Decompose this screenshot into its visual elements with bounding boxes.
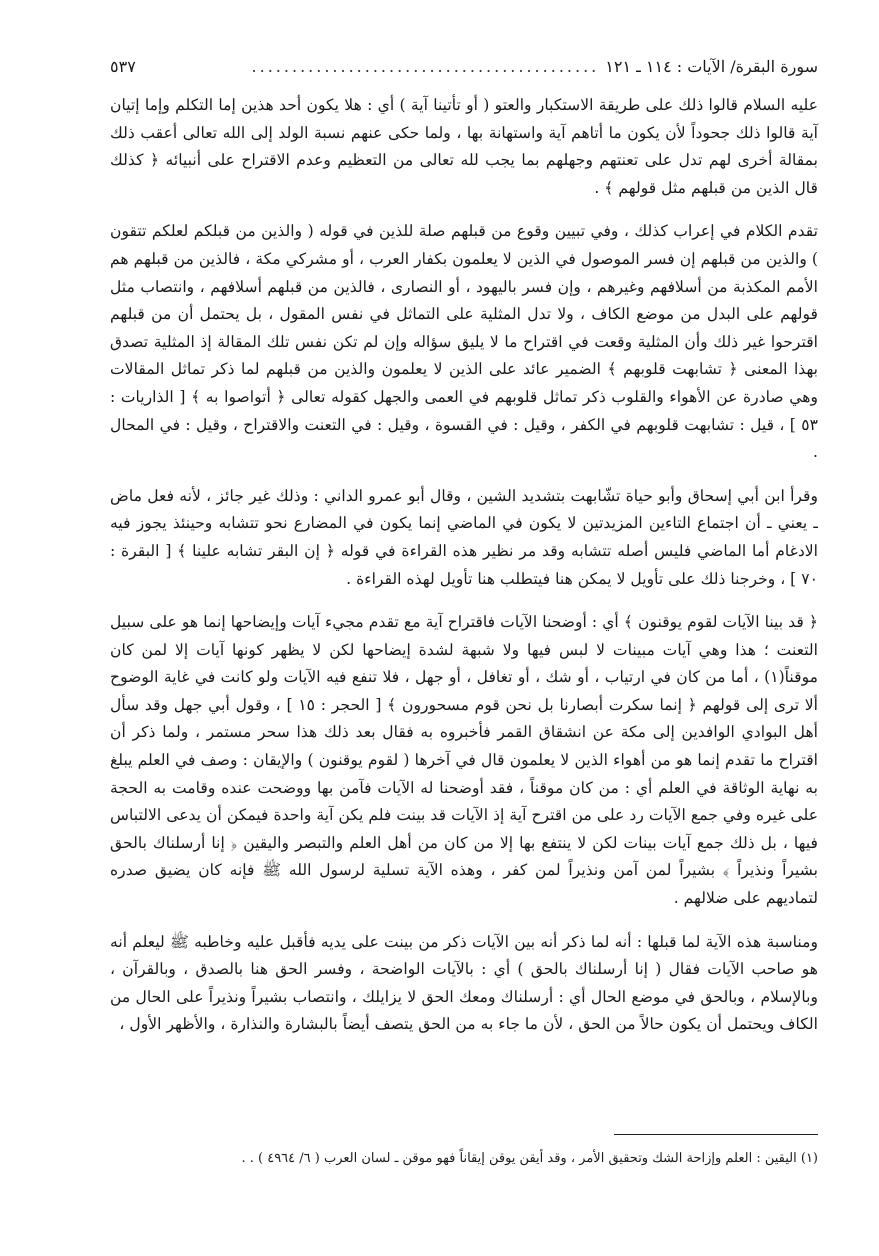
paragraph-3: وقرأ ابن أبي إسحاق وأبو حياة تشّابهت بتشديد الشين ، وقال أبو عمرو الداني : وذلك غير جائز ، لأنه فعل ماض ـ يعني ـ أن اجتماع التاءين المزيدتين لا يكون في الماضي إنما يكون في المضارع نحو تتشابه وحينئذ يجوز فيه الادغام أما الماضي فليس أصله تتشابه وقد مر نظير هذه القراءة في قوله ﴿ إن البقر تشابه علينا ﴾ [ البقرة : ٧٠ ] ، وخرجنا ذلك على تأويل لا يمكن هنا فيتطلب هنا تأويل لهذه القراءة .: [110, 486, 818, 588]
running-title: سورة البقرة/ الآيات : ١١٤ ـ ١٢١: [605, 57, 818, 76]
leader-dots: ...........................................: [251, 57, 600, 76]
footnote-divider: [614, 1134, 818, 1135]
footnote: (١) اليقين : العلم وإزاحة الشك وتحقيق الأمر ، وقد أيقن يوقن إيقاناً فهو موقن ـ لسان العرب ( ٦/ ٤٩٦٤ ) . .: [241, 1151, 818, 1166]
page-number: ٥٣٧: [110, 57, 136, 76]
paragraph-4: ﴿ قد بينا الآيات لقوم يوقنون ﴾ أي : أوضحنا الآيات فاقتراح آية مع تقدم مجيء آيات وإيضاحها إنما هو على سبيل التعنت ؛ هذا وهي آيات مبينات لا لبس فيها ولا شبهة لشدة إيضاحها لكن لا يظهر كونها آيات إلا لمن كان موقناً(١) ، أما من كان في ارتياب ، أو شك ، أو تغافل ، أو جهل ، فلا تنفع فيه الآيات ولو كانت في غاية الوضوح ألا ترى إلى قولهم ﴿ إنما سكرت أبصارنا بل نحن قوم مسحورون ﴾ [ الحجر : ١٥ ] ، وقول أبي جهل وقد سأل أهل البوادي الوافدين إلى مكة عن انشقاق القمر فأخبروه به فقال بعد ذلك هذا سحر مستمر ، ولما ذكر أن اقتراح ما تقدم إنما هو من أهواء الذين لا يعلمون قال في آخرها ( لقوم يوقنون ) والإيقان : وصف في العلم يبلغ به نهاية الوثاقة في العلم أي : من كان موقناً ، فقد أوضحنا له الآيات فآمن بها ووضحت عنده وقامت به الحجة على غيره وفي جمع الآيات رد على من اقترح آية إذ الآيات قد بينت فلم يكن آية واحدة فيمكن أن يدعى الالتباس فيها ، بل ذلك جمع آيات بينات لكن لا ينتفع بها إلا من كان من أهل العلم والتبصر واليقين ﴿ إنا أرسلناك بالحق بشيراً ونذيراً ﴾ بشيراً لمن آمن ونذيراً لمن كفر ، وهذه الآية تسلية لرسول الله ﷺ فإنه كان يضيق صدره لتماديهم على ضلالهم .: [110, 613, 819, 908]
running-header: [110, 56, 818, 82]
paragraph-2: تقدم الكلام في إعراب كذلك ، وفي تبيين وقوع من قبلهم صلة للذين في قوله ( والذين من قبلكم لعلكم تتقون ) والذين من قبلهم إن فسر الموصول في الذين لا يعلمون بكفار العرب ، أو مشركي مكة ، فالذين من قبلهم هم الأمم المكذبة من أسلافهم وغيرهم ، وإن فسر باليهود ، أو النصارى ، فالذين من قبلهم أسلافهم ، وانتصاب مثل قولهم على البدل من موضع الكاف ، ولا تدل المثلية على التماثل في نفس المقول ، بل يحتمل أن من قبلهم اقترحوا غير ذلك وأن المثلية وقعت في اقتراح ما لا يليق سؤاله وإن لم تكن نفس تلك المقالة إذ المثلية تصدق بهذا المعنى ﴿ تشابهت قلوبهم ﴾ الضمير عائد على الذين لا يعلمون والذين من قبلهم لما ذكر تماثل المقالات وهي صادرة عن الأهواء والقلوب ذكر تماثل قلوبهم في العمى والجهل كقوله تعالى ﴿ أتواصوا به ﴾ [ الذاريات : ٥٣ ] ، قيل : تشابهت قلوبهم في الكفر ، وقيل : في القسوة ، وقيل : في التعنت والاقتراح ، وقيل : في المحال .: [110, 222, 818, 462]
paragraph-5: ومناسبة هذه الآية لما قبلها : أنه لما ذكر أنه بين الآيات ذكر من بينت على يديه فأقبل عليه وخاطبه ﷺ ليعلم أنه هو صاحب الآيات فقال ( إنا أرسلناك بالحق ) أي : بالآيات الواضحة ، وفسر الحق هنا بالصدق ، وبالقرآن ، وبالإسلام ، وبالحق في موضع الحال أي : أرسلناك ومعك الحق لا يزايلك ، وانتصاب بشيراً ونذيراً على الحال من الكاف ويحتمل أن يكون حالاً من الحق ، لأن ما جاء به من الحق يتصف أيضاً بالبشارة والنذارة ، والأظهر الأول ،: [110, 932, 818, 1034]
book-page: [110, 56, 818, 1226]
body-text: [110, 92, 818, 1039]
paragraph-1: عليه السلام قالوا ذلك على طريقة الاستكبار والعتو ( أو تأتينا آية ) أي : هلا يكون أحد هذين إما التكلم وإما إتيان آية قالوا ذلك جحوداً لأن يكون ما أتاهم آية واستهانة بها ، ولما حكى عنهم نسبة الولد إلى الله تعالى أعقب ذلك بمقالة أخرى لهم تدل على تعنتهم وجهلهم بما يجب لله تعالى من التعظيم وعدم الاقتراح على أنبيائه ﴿ كذلك قال الذين من قبلهم مثل قولهم ﴾ .: [110, 96, 818, 197]
